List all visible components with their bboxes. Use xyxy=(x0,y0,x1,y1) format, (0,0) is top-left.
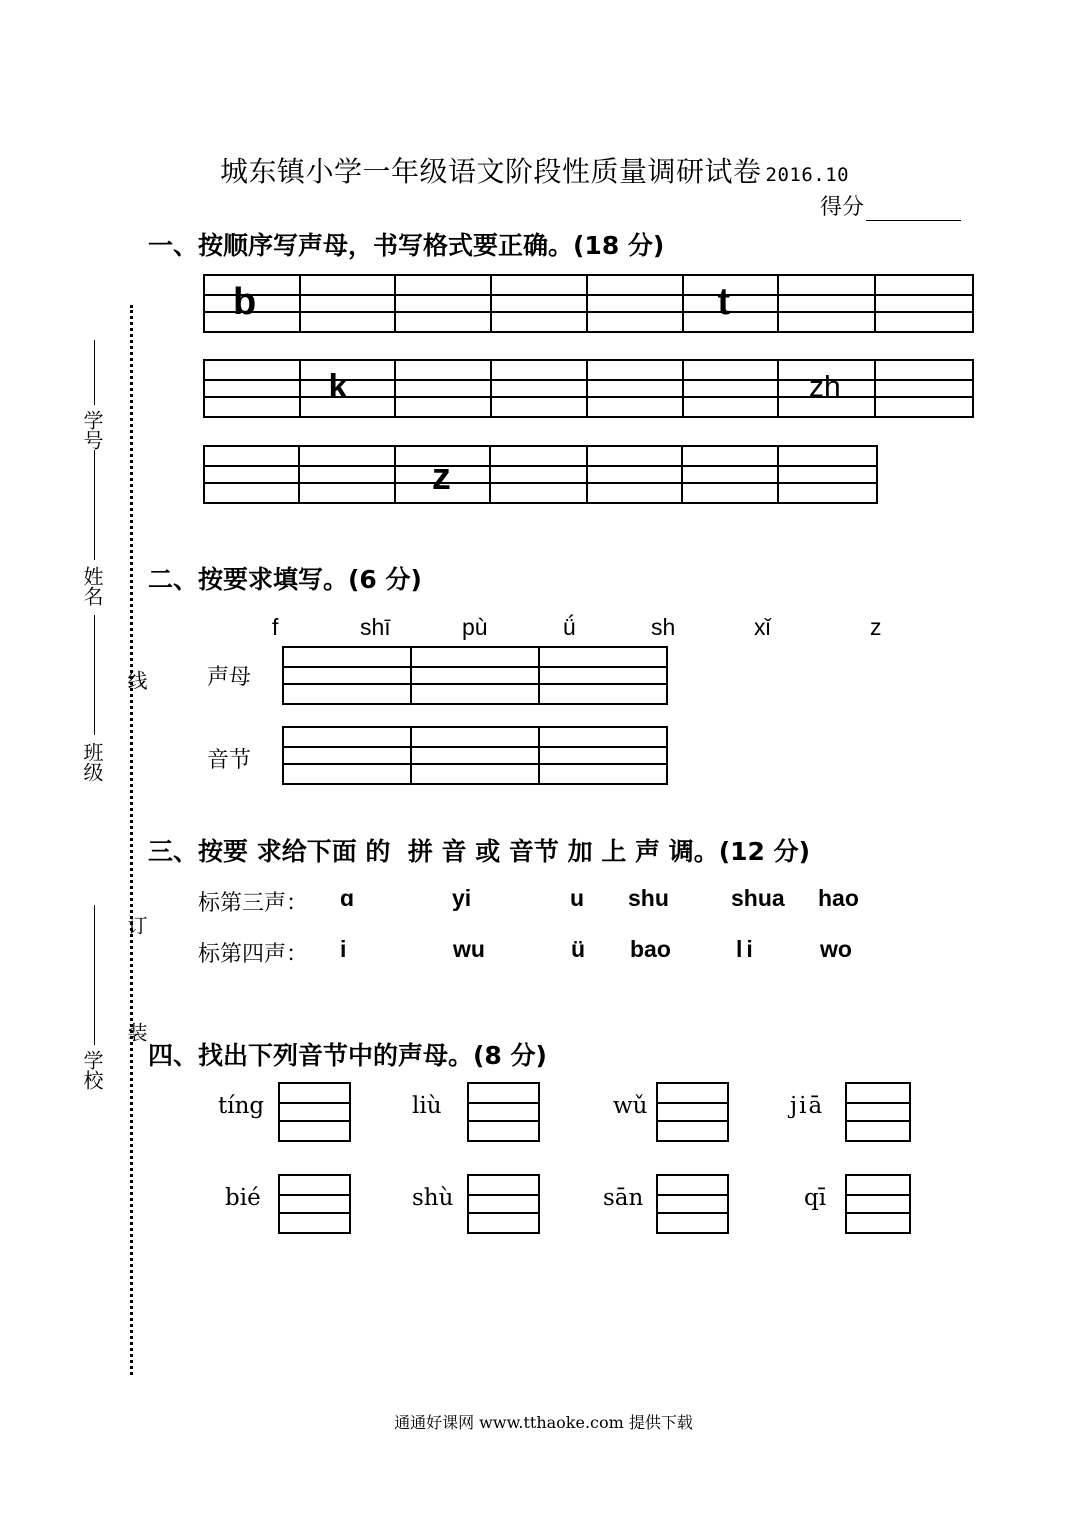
tone4-item: ü xyxy=(571,936,586,962)
tone3-label: 标第三声： xyxy=(198,891,309,916)
section1-grid-row1 xyxy=(203,274,974,333)
cell-letter: k xyxy=(328,367,348,406)
section1-heading: 一、按顺序写声母，书写格式要正确。(18 分) xyxy=(148,231,665,260)
cell-letter: z xyxy=(431,455,451,498)
answer-box xyxy=(656,1174,729,1234)
writing-cell[interactable] xyxy=(540,648,666,703)
syllable-item: bié xyxy=(225,1185,261,1211)
label-syllable: 音节 xyxy=(207,748,252,773)
tone3-item: ɑ xyxy=(340,885,355,911)
title-text: 城东镇小学一年级语文阶段性质量调研试卷 xyxy=(220,155,762,188)
writing-cell[interactable] xyxy=(396,361,492,416)
tone3-item: u xyxy=(570,885,585,911)
section2-heading: 二、按要求填写。(6 分) xyxy=(148,565,422,594)
score-label: 得分 xyxy=(820,195,865,220)
school-label: 学校 xyxy=(80,1050,104,1090)
writing-cell[interactable] xyxy=(205,447,300,502)
section1-grid-row3 xyxy=(203,445,878,504)
pinyin-item: f xyxy=(272,614,279,640)
writing-cell[interactable] xyxy=(779,447,876,502)
writing-cell[interactable] xyxy=(491,447,587,502)
tone3-item: yi xyxy=(452,885,472,911)
writing-cell[interactable] xyxy=(301,276,397,331)
writing-cell[interactable] xyxy=(658,1084,727,1140)
class-blank[interactable] xyxy=(94,615,95,735)
cell-letter: b xyxy=(233,280,257,323)
pinyin-item: z xyxy=(870,614,882,640)
writing-cell[interactable] xyxy=(469,1176,538,1232)
binding-mark-ding: 订 xyxy=(124,915,148,935)
pinyin-item: pù xyxy=(462,614,488,640)
syllable-item: qī xyxy=(804,1185,827,1211)
writing-cell[interactable] xyxy=(412,648,540,703)
tone4-label: 标第四声： xyxy=(198,942,309,967)
writing-cell[interactable] xyxy=(280,1176,349,1232)
score-blank[interactable] xyxy=(866,200,961,221)
student-no-blank[interactable] xyxy=(94,340,95,405)
pinyin-item: shī xyxy=(360,614,391,640)
tone4-item: bao xyxy=(630,936,671,962)
tone4-item: wu xyxy=(453,936,485,962)
syllable-item: liù xyxy=(412,1093,442,1119)
tone4-item: li xyxy=(736,936,757,962)
tone3-item: hao xyxy=(818,885,859,911)
writing-cell[interactable] xyxy=(588,361,684,416)
writing-cell[interactable] xyxy=(658,1176,727,1232)
initial-grid xyxy=(282,646,668,705)
student-no-label: 学号 xyxy=(80,410,104,450)
writing-cell[interactable] xyxy=(847,1176,909,1232)
label-initial: 声母 xyxy=(207,665,252,690)
syllable-item: sān xyxy=(603,1185,644,1211)
score-field xyxy=(820,190,961,221)
syllable-grid xyxy=(282,726,668,785)
answer-box xyxy=(467,1082,540,1142)
binding-dotted-line xyxy=(130,305,133,1375)
cell-letter: t xyxy=(717,280,731,323)
writing-cell[interactable] xyxy=(492,276,589,331)
syllable-item: wǔ xyxy=(613,1093,648,1119)
page-title xyxy=(220,150,849,190)
writing-cell[interactable] xyxy=(588,276,684,331)
writing-cell[interactable] xyxy=(301,361,397,416)
writing-cell[interactable] xyxy=(876,276,972,331)
writing-cell[interactable] xyxy=(396,447,491,502)
writing-cell[interactable] xyxy=(205,361,301,416)
writing-cell[interactable] xyxy=(412,728,540,783)
writing-cell[interactable] xyxy=(588,447,683,502)
tone3-item: shu xyxy=(628,885,669,911)
section4-heading: 四、找出下列音节中的声母。(8 分) xyxy=(148,1041,547,1070)
writing-cell[interactable] xyxy=(779,276,876,331)
writing-cell[interactable] xyxy=(284,648,412,703)
name-label: 姓名 xyxy=(80,566,104,606)
tone4-item: wo xyxy=(820,936,852,962)
syllable-item: jiā xyxy=(790,1093,825,1119)
footer-text: 通通好课网 www.tthaoke.com 提供下载 xyxy=(394,1413,693,1432)
writing-cell[interactable] xyxy=(847,1084,909,1140)
answer-box xyxy=(467,1174,540,1234)
writing-cell[interactable] xyxy=(683,447,778,502)
answer-box xyxy=(656,1082,729,1142)
answer-box xyxy=(845,1174,911,1234)
school-blank[interactable] xyxy=(94,905,95,1045)
answer-box xyxy=(845,1082,911,1142)
section3-heading: 三、按要 求给下面 的 拼 音 或 音节 加 上 声 调。(12 分) xyxy=(148,837,811,866)
section1-grid-row2 xyxy=(203,359,974,418)
writing-cell[interactable] xyxy=(540,728,666,783)
writing-cell[interactable] xyxy=(492,361,589,416)
class-label: 班级 xyxy=(80,742,104,782)
writing-cell[interactable] xyxy=(300,447,395,502)
tone4-item: i xyxy=(340,936,347,962)
writing-cell[interactable] xyxy=(396,276,492,331)
writing-cell[interactable] xyxy=(284,728,412,783)
name-blank[interactable] xyxy=(94,450,95,560)
pinyin-item: xǐ xyxy=(754,614,771,640)
writing-cell[interactable] xyxy=(205,276,301,331)
answer-box xyxy=(278,1082,351,1142)
writing-cell[interactable] xyxy=(684,361,780,416)
binding-mark-line: 线 xyxy=(124,670,148,690)
writing-cell[interactable] xyxy=(779,361,876,416)
writing-cell[interactable] xyxy=(876,361,972,416)
syllable-item: shù xyxy=(412,1185,454,1211)
writing-cell[interactable] xyxy=(469,1084,538,1140)
syllable-item: tíng xyxy=(218,1093,265,1119)
writing-cell[interactable] xyxy=(684,276,780,331)
writing-cell[interactable] xyxy=(280,1084,349,1140)
binding-mark-zhuang: 装 xyxy=(124,1022,148,1042)
tone3-item: shua xyxy=(731,885,785,911)
pinyin-item: ǘ xyxy=(563,614,576,640)
answer-box xyxy=(278,1174,351,1234)
cell-letter: zh xyxy=(809,370,841,404)
exam-date: 2016.10 xyxy=(765,164,850,186)
pinyin-item: sh xyxy=(651,614,676,640)
